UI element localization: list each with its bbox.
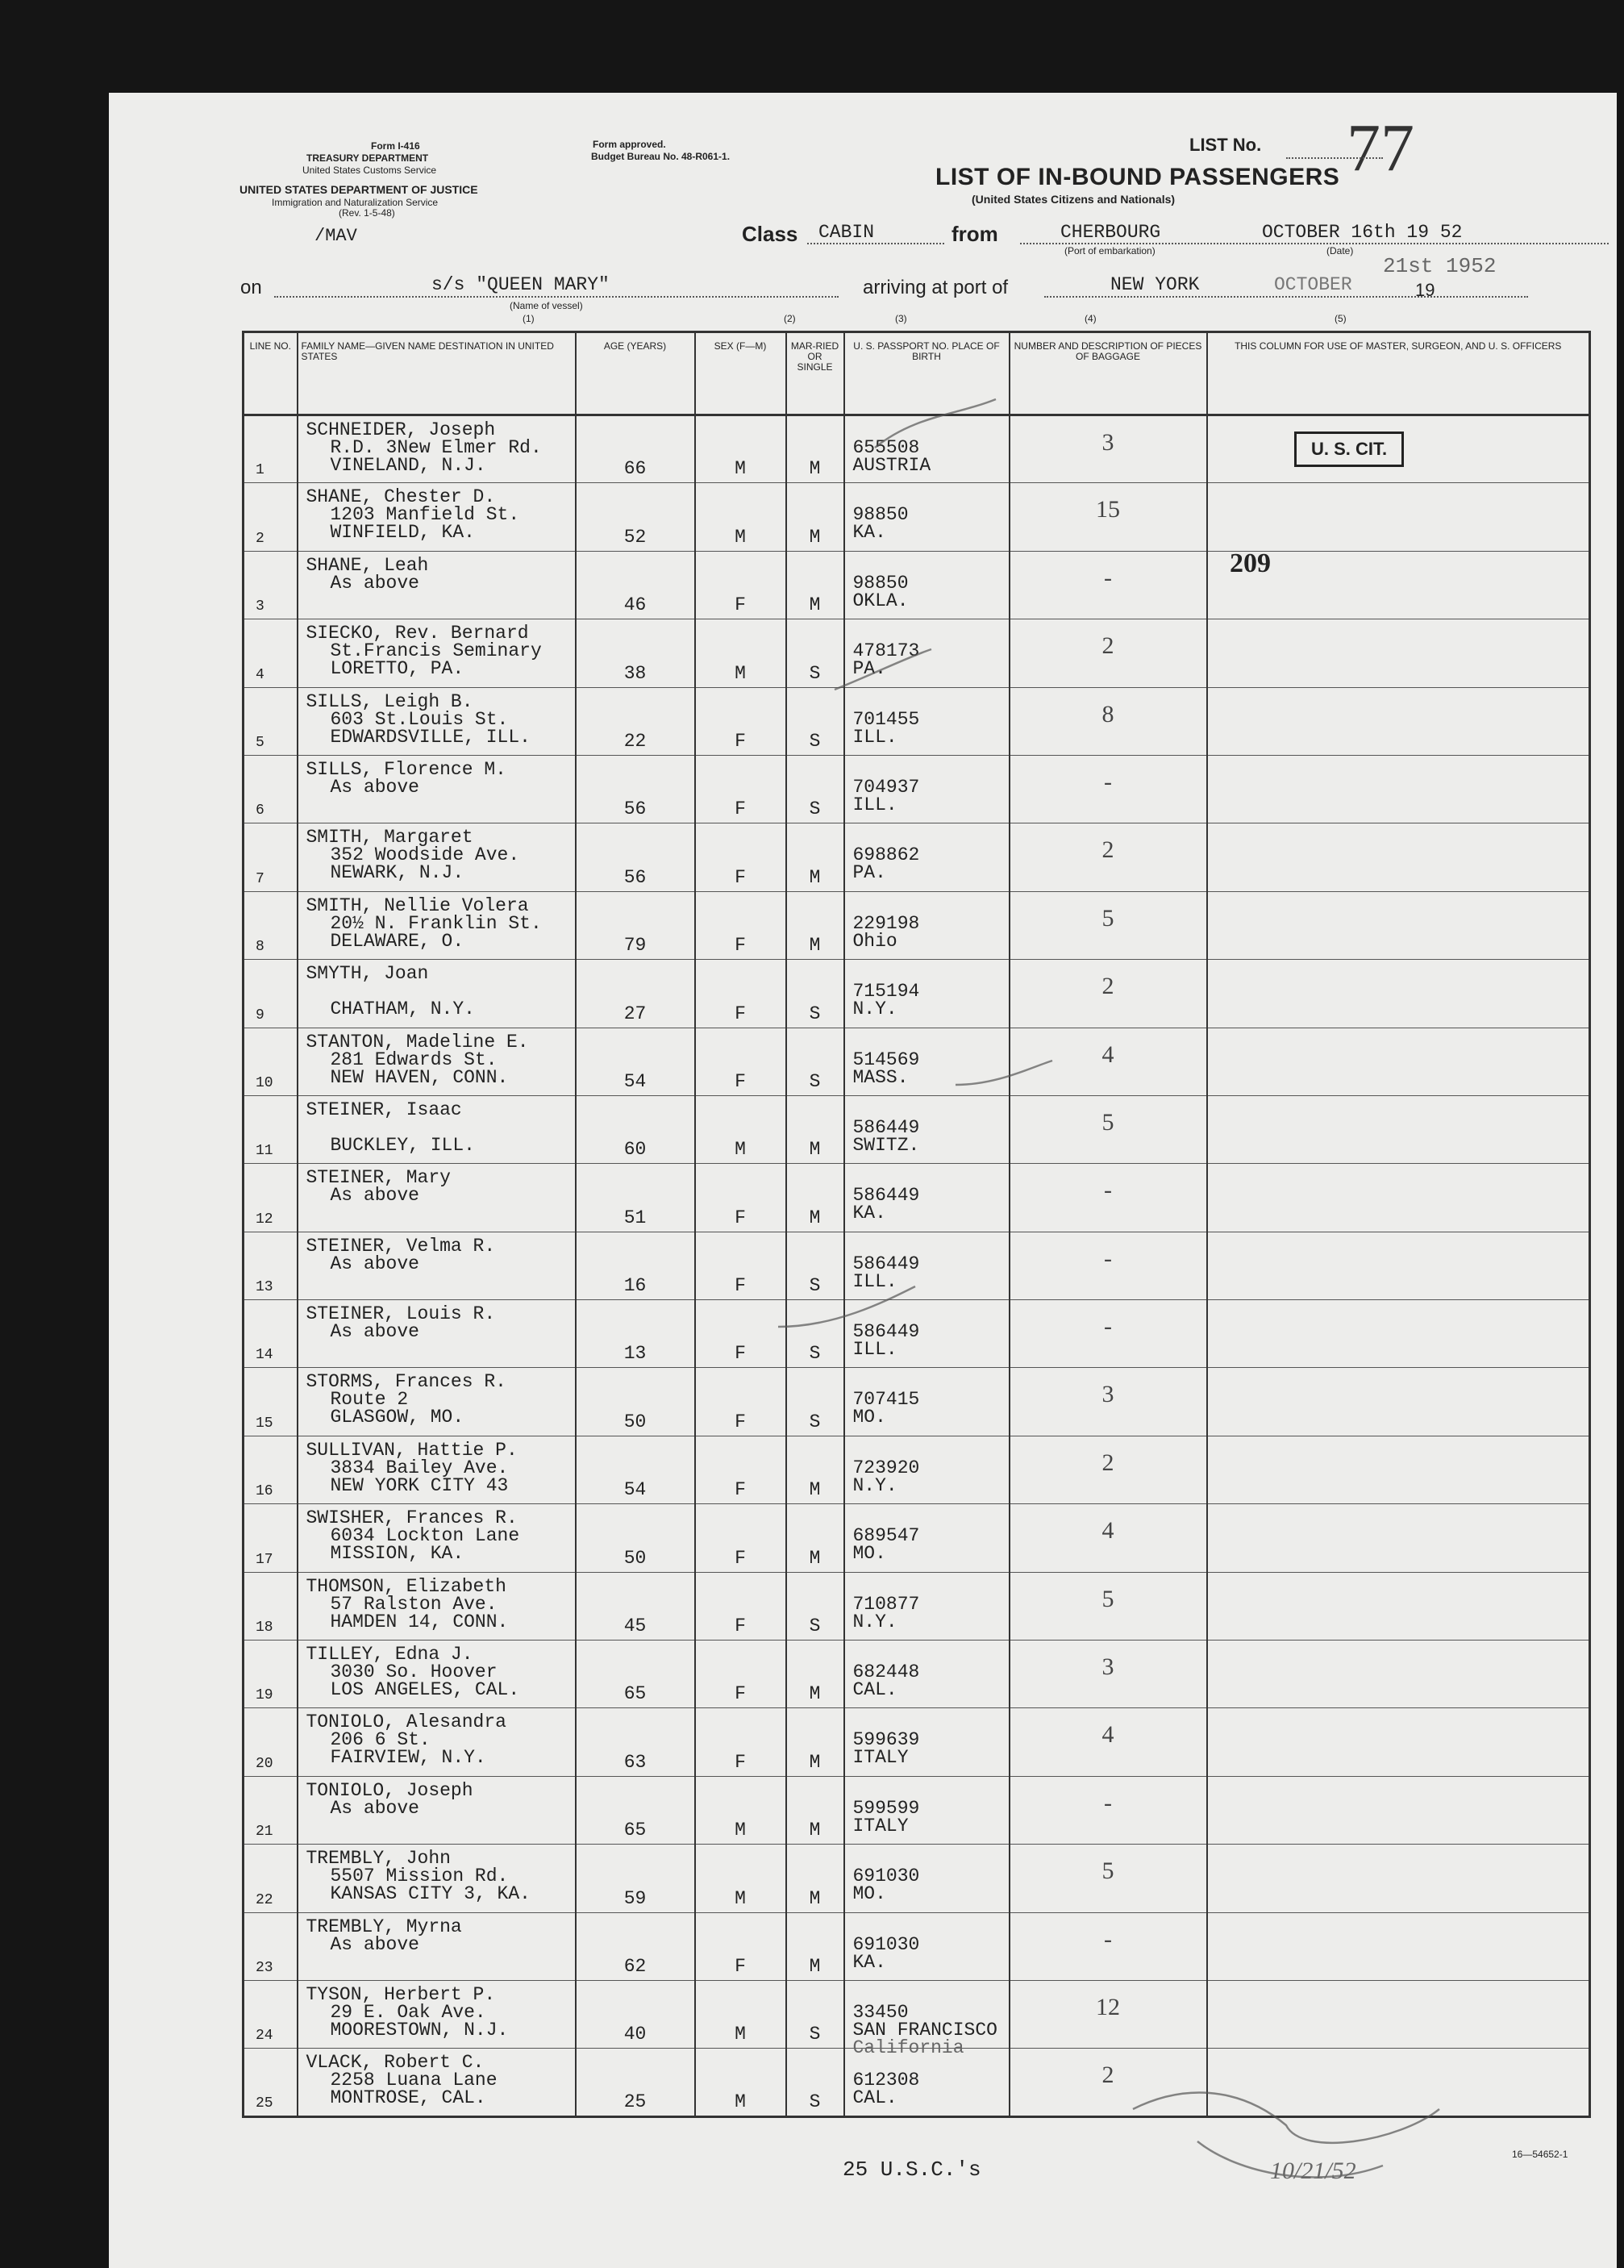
passenger-name: TREMBLY, Myrna — [306, 1916, 462, 1937]
baggage-count: - — [1104, 1177, 1112, 1204]
passenger-age: 63 — [623, 1751, 647, 1773]
line-number: 3 — [256, 598, 264, 615]
line-number: 5 — [256, 734, 264, 751]
passport-number: 229198 — [852, 912, 920, 934]
place-of-birth: CAL. — [852, 1679, 897, 1701]
passenger-city: EDWARDSVILLE, ILL. — [330, 726, 531, 748]
passenger-address: As above — [330, 572, 419, 594]
passenger-sex: F — [735, 1616, 746, 1637]
passenger-marital: S — [809, 2091, 821, 2112]
treasury-dept: TREASURY DEPARTMENT — [306, 152, 429, 164]
passenger-sex: M — [735, 458, 746, 480]
passenger-sex: F — [735, 594, 746, 616]
line-number: 24 — [256, 2028, 273, 2045]
passenger-name: SMITH, Margaret — [306, 827, 473, 848]
passenger-name: SHANE, Leah — [306, 554, 429, 576]
passenger-name: SCHNEIDER, Joseph — [306, 419, 496, 440]
budget-bureau: Budget Bureau No. 48-R061-1. — [591, 151, 731, 162]
place-of-birth: MASS. — [852, 1066, 909, 1088]
form-id: Form I-416 — [371, 140, 420, 152]
passenger-sex: F — [735, 1955, 746, 1977]
passenger-marital: M — [809, 1751, 821, 1773]
place-of-birth: MO. — [852, 1883, 886, 1905]
place-of-birth: OKLA. — [852, 590, 909, 611]
customs-service: United States Customs Service — [302, 165, 437, 176]
passenger-name: VLACK, Robert C. — [306, 2052, 485, 2074]
passenger-name: TONIOLO, Alesandra — [306, 1711, 506, 1733]
manifest-page — [109, 93, 1617, 2268]
place-of-birth: MO. — [852, 1543, 886, 1565]
passenger-address: 1203 Manfield St. — [330, 504, 520, 526]
baggage-count: - — [1104, 1313, 1112, 1340]
baggage-count: 2 — [1101, 632, 1114, 660]
passenger-name: STEINER, Mary — [306, 1167, 451, 1189]
passenger-marital: S — [809, 1070, 821, 1092]
passenger-city: WINFIELD, KA. — [330, 522, 475, 544]
baggage-count: 3 — [1101, 429, 1114, 456]
passenger-name: STANTON, Madeline E. — [306, 1031, 529, 1053]
passenger-marital: S — [809, 1343, 821, 1365]
passport-number: 701455 — [852, 708, 920, 730]
col-num-4: (4) — [1085, 313, 1097, 324]
place-of-birth: CAL. — [852, 2087, 897, 2109]
col-baggage: NUMBER AND DESCRIPTION OF PIECES OF BAGGAGE — [1010, 332, 1207, 415]
passenger-sex: M — [735, 1820, 746, 1841]
baggage-count: - — [1104, 768, 1112, 795]
arrival-date-stamp: 21st 1952 — [1383, 254, 1497, 278]
passport-number: 514569 — [852, 1049, 920, 1070]
passport-number: 710877 — [852, 1593, 920, 1615]
place-of-birth: SWITZ. — [852, 1134, 920, 1156]
line-number: 11 — [256, 1143, 273, 1160]
col-name: FAMILY NAME—GIVEN NAME DESTINATION IN UNITED STATES — [298, 332, 576, 415]
line-number: 4 — [256, 666, 264, 683]
passenger-city: GLASGOW, MO. — [330, 1407, 464, 1428]
place-of-birth: PA. — [852, 658, 886, 680]
line-number: 1 — [256, 462, 264, 479]
passenger-marital: S — [809, 798, 821, 820]
passenger-city: NEW YORK CITY 43 — [330, 1474, 509, 1496]
col-sex: SEX (F—M) — [695, 332, 786, 415]
passenger-age: 62 — [623, 1955, 647, 1977]
line-number: 22 — [256, 1891, 273, 1908]
form-code: 16—54652-1 — [1512, 2149, 1568, 2160]
passenger-name: STEINER, Louis R. — [306, 1303, 496, 1325]
passenger-address: 5507 Mission Rd. — [330, 1866, 509, 1887]
col-married: MAR-RIED OR SINGLE — [786, 332, 844, 415]
line-number: 19 — [256, 1687, 273, 1704]
line-number: 9 — [256, 1007, 264, 1024]
passenger-sex: F — [735, 1207, 746, 1228]
passenger-address: 352 Woodside Ave. — [330, 844, 520, 866]
passenger-marital: M — [809, 1887, 821, 1909]
line-number: 14 — [256, 1347, 273, 1364]
passenger-age: 22 — [623, 730, 647, 752]
passenger-city: MOORESTOWN, N.J. — [330, 2019, 509, 2041]
passenger-age: 65 — [623, 1820, 647, 1841]
passenger-sex: M — [735, 662, 746, 684]
passenger-address: 603 St.Louis St. — [330, 708, 509, 730]
col-num-3: (3) — [895, 313, 907, 324]
passenger-age: 27 — [623, 1003, 647, 1024]
line-number: 15 — [256, 1415, 273, 1432]
passport-number: 478173 — [852, 640, 920, 662]
passenger-marital: M — [809, 935, 821, 957]
passenger-marital: M — [809, 1683, 821, 1705]
passenger-age: 50 — [623, 1411, 647, 1432]
passenger-sex: F — [735, 1479, 746, 1501]
passenger-name: SILLS, Florence M. — [306, 758, 506, 780]
passenger-name: SULLIVAN, Hattie P. — [306, 1439, 518, 1461]
place-of-birth: ILL. — [852, 794, 897, 815]
passport-number: 586449 — [852, 1321, 920, 1343]
doj-heading: UNITED STATES DEPARTMENT OF JUSTICE — [239, 183, 478, 196]
passenger-marital: M — [809, 1479, 821, 1501]
passenger-city: VINELAND, N.J. — [330, 455, 486, 476]
passenger-age: 56 — [623, 866, 647, 888]
passenger-age: 60 — [623, 1139, 647, 1161]
baggage-count: 4 — [1101, 1721, 1114, 1749]
passenger-city: FAIRVIEW, N.Y. — [330, 1747, 486, 1769]
baggage-count: 3 — [1101, 1653, 1114, 1681]
passenger-city: NEW HAVEN, CONN. — [330, 1066, 509, 1088]
passenger-age: 54 — [623, 1479, 647, 1501]
place-of-birth: ITALY — [852, 1815, 909, 1836]
baggage-count: 5 — [1101, 1108, 1114, 1136]
baggage-count: 5 — [1101, 904, 1114, 932]
vessel-caption: (Name of vessel) — [510, 300, 583, 311]
passenger-address: 3030 So. Hoover — [330, 1661, 498, 1683]
passenger-marital: S — [809, 662, 821, 684]
passenger-sex: F — [735, 1683, 746, 1705]
passport-number: 691030 — [852, 1933, 920, 1955]
officer-count: 209 — [1230, 548, 1271, 578]
passenger-city: HAMDEN 14, CONN. — [330, 1611, 509, 1632]
passport-number: 655508 — [852, 437, 920, 458]
departure-date: OCTOBER 16th 19 52 — [1262, 222, 1463, 243]
passenger-age: 40 — [623, 2024, 647, 2045]
passenger-name: SMYTH, Joan — [306, 963, 429, 985]
passenger-address: As above — [330, 1253, 419, 1274]
passenger-marital: M — [809, 526, 821, 548]
place-of-birth: SAN FRANCISCO — [852, 2019, 997, 2041]
line-number: 8 — [256, 939, 264, 956]
page-subtitle: (United States Citizens and Nationals) — [972, 193, 1176, 206]
baggage-count: 3 — [1101, 1381, 1114, 1408]
col-age: AGE (YEARS) — [576, 332, 695, 415]
list-no-label: LIST No. — [1189, 135, 1262, 155]
line-number: 6 — [256, 803, 264, 819]
place-of-birth: PA. — [852, 862, 886, 884]
passport-number: 612308 — [852, 2070, 920, 2091]
passport-number: 723920 — [852, 1457, 920, 1478]
place-of-birth: Ohio — [852, 930, 897, 952]
passenger-address: As above — [330, 1797, 419, 1819]
passenger-age: 13 — [623, 1343, 647, 1365]
vessel-name: s/s "QUEEN MARY" — [431, 274, 610, 295]
passport-number: 682448 — [852, 1661, 920, 1683]
baggage-count: - — [1104, 1789, 1112, 1816]
passenger-name: SIECKO, Rev. Bernard — [306, 623, 529, 644]
passenger-address: 3834 Bailey Ave. — [330, 1457, 509, 1478]
passenger-sex: F — [735, 935, 746, 957]
passenger-sex: F — [735, 1003, 746, 1024]
baggage-count: 2 — [1101, 836, 1114, 864]
passenger-name: STORMS, Frances R. — [306, 1371, 506, 1393]
passenger-sex: F — [735, 1343, 746, 1365]
baggage-count: 12 — [1096, 1993, 1120, 2020]
total-count: 25 U.S.C.'s — [843, 2158, 981, 2182]
passport-number: 586449 — [852, 1253, 920, 1274]
passenger-sex: F — [735, 866, 746, 888]
baggage-count: - — [1104, 1244, 1112, 1272]
handwritten-marks — [109, 93, 1617, 2268]
place-of-birth: ITALY — [852, 1747, 909, 1769]
passenger-age: 66 — [623, 458, 647, 480]
place-of-birth: ILL. — [852, 1270, 897, 1292]
passport-number: 599599 — [852, 1797, 920, 1819]
passenger-sex: F — [735, 730, 746, 752]
passenger-name: STEINER, Velma R. — [306, 1235, 496, 1257]
line-number: 2 — [256, 530, 264, 547]
passenger-city: DELAWARE, O. — [330, 930, 464, 952]
place-of-birth: KA. — [852, 1203, 886, 1224]
baggage-count: 15 — [1096, 496, 1120, 523]
passenger-marital: S — [809, 1616, 821, 1637]
us-citizen-stamp: U. S. CIT. — [1294, 432, 1404, 467]
baggage-count: 8 — [1101, 700, 1114, 728]
passenger-marital: M — [809, 1207, 821, 1228]
ins-heading: Immigration and Naturalization Service — [272, 197, 439, 208]
passenger-marital: M — [809, 1955, 821, 1977]
signature-date: 10/21/52 — [1270, 2158, 1356, 2184]
passenger-sex: M — [735, 1887, 746, 1909]
place-of-birth-extra: California — [852, 2037, 964, 2058]
passenger-name: THOMSON, Elizabeth — [306, 1575, 506, 1597]
passport-number: 586449 — [852, 1116, 920, 1138]
baggage-count: 4 — [1101, 1040, 1114, 1068]
passenger-address: 29 E. Oak Ave. — [330, 2001, 486, 2023]
passenger-marital: M — [809, 458, 821, 480]
passenger-sex: F — [735, 1411, 746, 1432]
passenger-name: SILLS, Leigh B. — [306, 690, 473, 712]
passenger-age: 46 — [623, 594, 647, 616]
col-num-1: (1) — [523, 313, 535, 324]
passenger-name: SWISHER, Frances R. — [306, 1507, 518, 1529]
passenger-age: 16 — [623, 1275, 647, 1297]
passenger-sex: M — [735, 2024, 746, 2045]
on-label: on — [240, 277, 262, 298]
passenger-marital: M — [809, 1820, 821, 1841]
line-number: 12 — [256, 1211, 273, 1228]
passenger-marital: M — [809, 1139, 821, 1161]
passport-number: 715194 — [852, 981, 920, 1003]
passenger-sex: F — [735, 1070, 746, 1092]
col-passport: U. S. PASSPORT NO. PLACE OF BIRTH — [844, 332, 1010, 415]
passenger-address: 281 Edwards St. — [330, 1049, 498, 1070]
passport-number: 707415 — [852, 1389, 920, 1411]
passenger-city: MISSION, KA. — [330, 1543, 464, 1565]
passenger-age: 65 — [623, 1683, 647, 1705]
baggage-count: - — [1104, 564, 1112, 591]
passenger-marital: M — [809, 594, 821, 616]
line-number: 10 — [256, 1074, 273, 1091]
line-number: 16 — [256, 1483, 273, 1500]
passenger-name: TYSON, Herbert P. — [306, 1983, 496, 2005]
baggage-count: - — [1104, 1925, 1112, 1953]
passenger-address: As above — [330, 1185, 419, 1207]
line-number: 17 — [256, 1551, 273, 1568]
passenger-name: SMITH, Nellie Volera — [306, 894, 529, 916]
passenger-address: Route 2 — [330, 1389, 409, 1411]
baggage-count: 2 — [1101, 1449, 1114, 1476]
place-of-birth: AUSTRIA — [852, 455, 931, 476]
passenger-city: BUCKLEY, ILL. — [330, 1134, 475, 1156]
passenger-name: TILLEY, Edna J. — [306, 1644, 473, 1666]
passenger-marital: S — [809, 1275, 821, 1297]
passenger-address: As above — [330, 1933, 419, 1955]
port-embark-caption: (Port of embarkation) — [1064, 245, 1156, 256]
passport-number: 689547 — [852, 1525, 920, 1547]
from-value: CHERBOURG — [1060, 222, 1161, 243]
passenger-age: 54 — [623, 1070, 647, 1092]
passenger-address: As above — [330, 776, 419, 798]
baggage-count: 4 — [1101, 1517, 1114, 1545]
passenger-name: TONIOLO, Joseph — [306, 1779, 473, 1801]
passenger-age: 38 — [623, 662, 647, 684]
passenger-marital: S — [809, 1003, 821, 1024]
baggage-count: 5 — [1101, 1857, 1114, 1885]
passenger-age: 59 — [623, 1887, 647, 1909]
passport-number: 98850 — [852, 572, 909, 594]
arrival-port: NEW YORK — [1110, 274, 1200, 295]
col-line: LINE NO. — [244, 332, 298, 415]
line-number: 20 — [256, 1755, 273, 1772]
passport-number: 698862 — [852, 844, 920, 866]
passenger-marital: M — [809, 1547, 821, 1569]
passport-number: 586449 — [852, 1185, 920, 1207]
baggage-count: 2 — [1101, 973, 1114, 1000]
arriving-label: arriving at port of — [863, 277, 1009, 298]
list-no-value: 77 — [1347, 110, 1414, 186]
passenger-sex: M — [735, 1139, 746, 1161]
date-caption: (Date) — [1326, 245, 1354, 256]
line-number: 25 — [256, 2095, 273, 2112]
passenger-age: 79 — [623, 935, 647, 957]
passenger-marital: S — [809, 730, 821, 752]
place-of-birth: N.Y. — [852, 1611, 897, 1632]
passport-number: 599639 — [852, 1729, 920, 1751]
passenger-age: 56 — [623, 798, 647, 820]
col-num-2: (2) — [784, 313, 796, 324]
passenger-name: TREMBLY, John — [306, 1848, 451, 1870]
passport-number: 704937 — [852, 776, 920, 798]
passport-number: 98850 — [852, 504, 909, 526]
line-number: 23 — [256, 1959, 273, 1976]
line-number: 13 — [256, 1279, 273, 1296]
passenger-sex: M — [735, 2091, 746, 2112]
passport-number: 33450 — [852, 2001, 909, 2023]
revision-date: (Rev. 1-5-48) — [339, 207, 395, 219]
passenger-city: CHATHAM, N.Y. — [330, 999, 475, 1020]
passenger-sex: F — [735, 798, 746, 820]
passport-number: 691030 — [852, 1866, 920, 1887]
place-of-birth: KA. — [852, 1951, 886, 1973]
line-number: 21 — [256, 1824, 273, 1841]
passenger-marital: M — [809, 866, 821, 888]
place-of-birth: ILL. — [852, 1339, 897, 1361]
passenger-city: LOS ANGELES, CAL. — [330, 1679, 520, 1701]
class-label: Class — [742, 222, 798, 246]
passenger-address: 57 Ralston Ave. — [330, 1593, 498, 1615]
baggage-count: 2 — [1101, 2062, 1114, 2089]
passenger-city: LORETTO, PA. — [330, 658, 464, 680]
arrival-month: OCTOBER — [1274, 274, 1352, 295]
place-of-birth: N.Y. — [852, 1474, 897, 1496]
passenger-city: NEWARK, N.J. — [330, 862, 464, 884]
passenger-address: As above — [330, 1321, 419, 1343]
line-number: 7 — [256, 870, 264, 887]
passenger-age: 52 — [623, 526, 647, 548]
col-num-5: (5) — [1335, 313, 1347, 324]
baggage-count: 5 — [1101, 1585, 1114, 1612]
line-number: 18 — [256, 1620, 273, 1636]
passenger-sex: F — [735, 1751, 746, 1773]
passenger-sex: M — [735, 526, 746, 548]
passenger-age: 25 — [623, 2091, 647, 2112]
passenger-age: 50 — [623, 1547, 647, 1569]
passenger-address: St.Francis Seminary — [330, 640, 542, 662]
arrival-year-prefix: 19 — [1415, 280, 1435, 300]
place-of-birth: MO. — [852, 1407, 886, 1428]
passenger-address: 2258 Luana Lane — [330, 2070, 498, 2091]
passenger-marital: S — [809, 1411, 821, 1432]
col-officers: THIS COLUMN FOR USE OF MASTER, SURGEON, AND U. S. OFFICERS — [1207, 332, 1590, 415]
passenger-age: 45 — [623, 1616, 647, 1637]
form-approved: Form approved. — [593, 139, 666, 150]
passenger-address: 6034 Lockton Lane — [330, 1525, 520, 1547]
passenger-sex: F — [735, 1547, 746, 1569]
passenger-name: SHANE, Chester D. — [306, 486, 496, 508]
clerk-initials: /MAV — [314, 226, 357, 246]
passenger-address: 20½ N. Franklin St. — [330, 912, 542, 934]
place-of-birth: N.Y. — [852, 999, 897, 1020]
place-of-birth: KA. — [852, 522, 886, 544]
class-value: CABIN — [818, 222, 875, 243]
passenger-age: 51 — [623, 1207, 647, 1228]
place-of-birth: ILL. — [852, 726, 897, 748]
page-title: LIST OF IN-BOUND PASSENGERS — [935, 164, 1340, 190]
passenger-name: STEINER, Isaac — [306, 1099, 462, 1120]
passenger-sex: F — [735, 1275, 746, 1297]
from-label: from — [951, 222, 998, 246]
passenger-address: 206 6 St. — [330, 1729, 431, 1751]
passenger-address: R.D. 3New Elmer Rd. — [330, 437, 542, 458]
passenger-city: MONTROSE, CAL. — [330, 2087, 486, 2109]
passenger-marital: S — [809, 2024, 821, 2045]
passenger-city: KANSAS CITY 3, KA. — [330, 1883, 531, 1905]
